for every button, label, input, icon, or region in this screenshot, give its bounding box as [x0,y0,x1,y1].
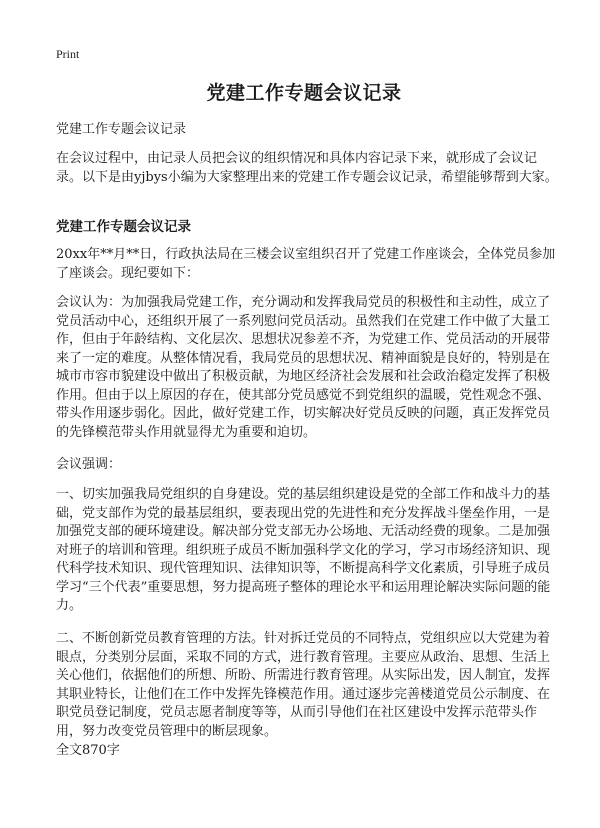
document-subtitle: 党建工作专题会议记录 [56,122,187,137]
paragraph-point-two: 二、不断创新党员教育管理的方法。针对拆迁党员的不同特点，党组织应以大党建为着眼点，分类别分层面，采取不同的方式，进行教育管理。主要应从政治、思想、生活上关心他们，依据他们的所想、所盼、所需进行教育管理。从实际出发，因人制宜，发挥其职业特长，让他们在工作中发挥先锋模范作用。通过逐步完善楼道党员公示制度、在职党员登记制度，党员志愿者制度等等，从而引导他们在社区建设中发挥示范带头作用，努力改变党员管理中的断层现象。 [56,631,551,739]
section-heading: 党建工作专题会议记录 [56,219,191,235]
paragraph-meeting-date: 20xx年**月**日，行政执法局在三楼会议室组织召开了党建工作座谈会，全体党员参加了座谈会。现纪要如下： [56,247,556,281]
paragraph-point-one: 一、切实加强我局党组织的自身建设。党的基层组织建设是党的全部工作和战斗力的基础，党支部作为党的最基层组织，要表现出党的先进性和充分发挥战斗堡垒作用，一是加强党支部的硬环境建设。解决部分党支部无办公场地、无活动经费的现象。二是加强对班子的培训和管理。组织班子成员不断加强科学文化的学习，学习市场经济知识、现代科学技术知识、现代管理知识、法律知识等，不断提高科学文化素质，引导班子成员学习“三个代表”重要思想，努力提高班子整体的理论水平和运用理论解决实际问题的能力。 [56,487,551,613]
paragraph-meeting-view: 会议认为：为加强我局党建工作，充分调动和发挥我局党员的积极性和主动性，成立了党员活动中心，还组织开展了一系列慰问党员活动。虽然我们在党建工作中做了大量工作，但由于年龄结构、文化层次、思想状况参差不齐，为党建工作、党员活动的开展带来了一定的难度。从整体情况看，我局党员的思想状况、精神面貌是良好的，特别是在城市市容市貌建设中做出了积极贡献，为地区经济社会发展和社会政治稳定发挥了积极作用。但由于以上原因的存在，使其部分党员感觉不到党组织的温暖，党性观念不强、带头作用逐步弱化。因此，做好党建工作，切实解决好党员反映的问题，真正发挥党员的先锋模范带头作用就显得尤为重要和迫切。 [56,295,551,440]
word-count: 全文870字 [56,743,120,758]
document-title: 党建工作专题会议记录 [206,82,402,104]
print-link[interactable]: Print [56,47,80,61]
intro-paragraph: 在会议过程中，由记录人员把会议的组织情况和具体内容记录下来，就形成了会议记录。以下是由yjbys小编为大家整理出来的党建工作专题会议记录，希望能够帮到大家。 [56,151,558,185]
paragraph-meeting-emphasis: 会议强调： [56,457,122,472]
